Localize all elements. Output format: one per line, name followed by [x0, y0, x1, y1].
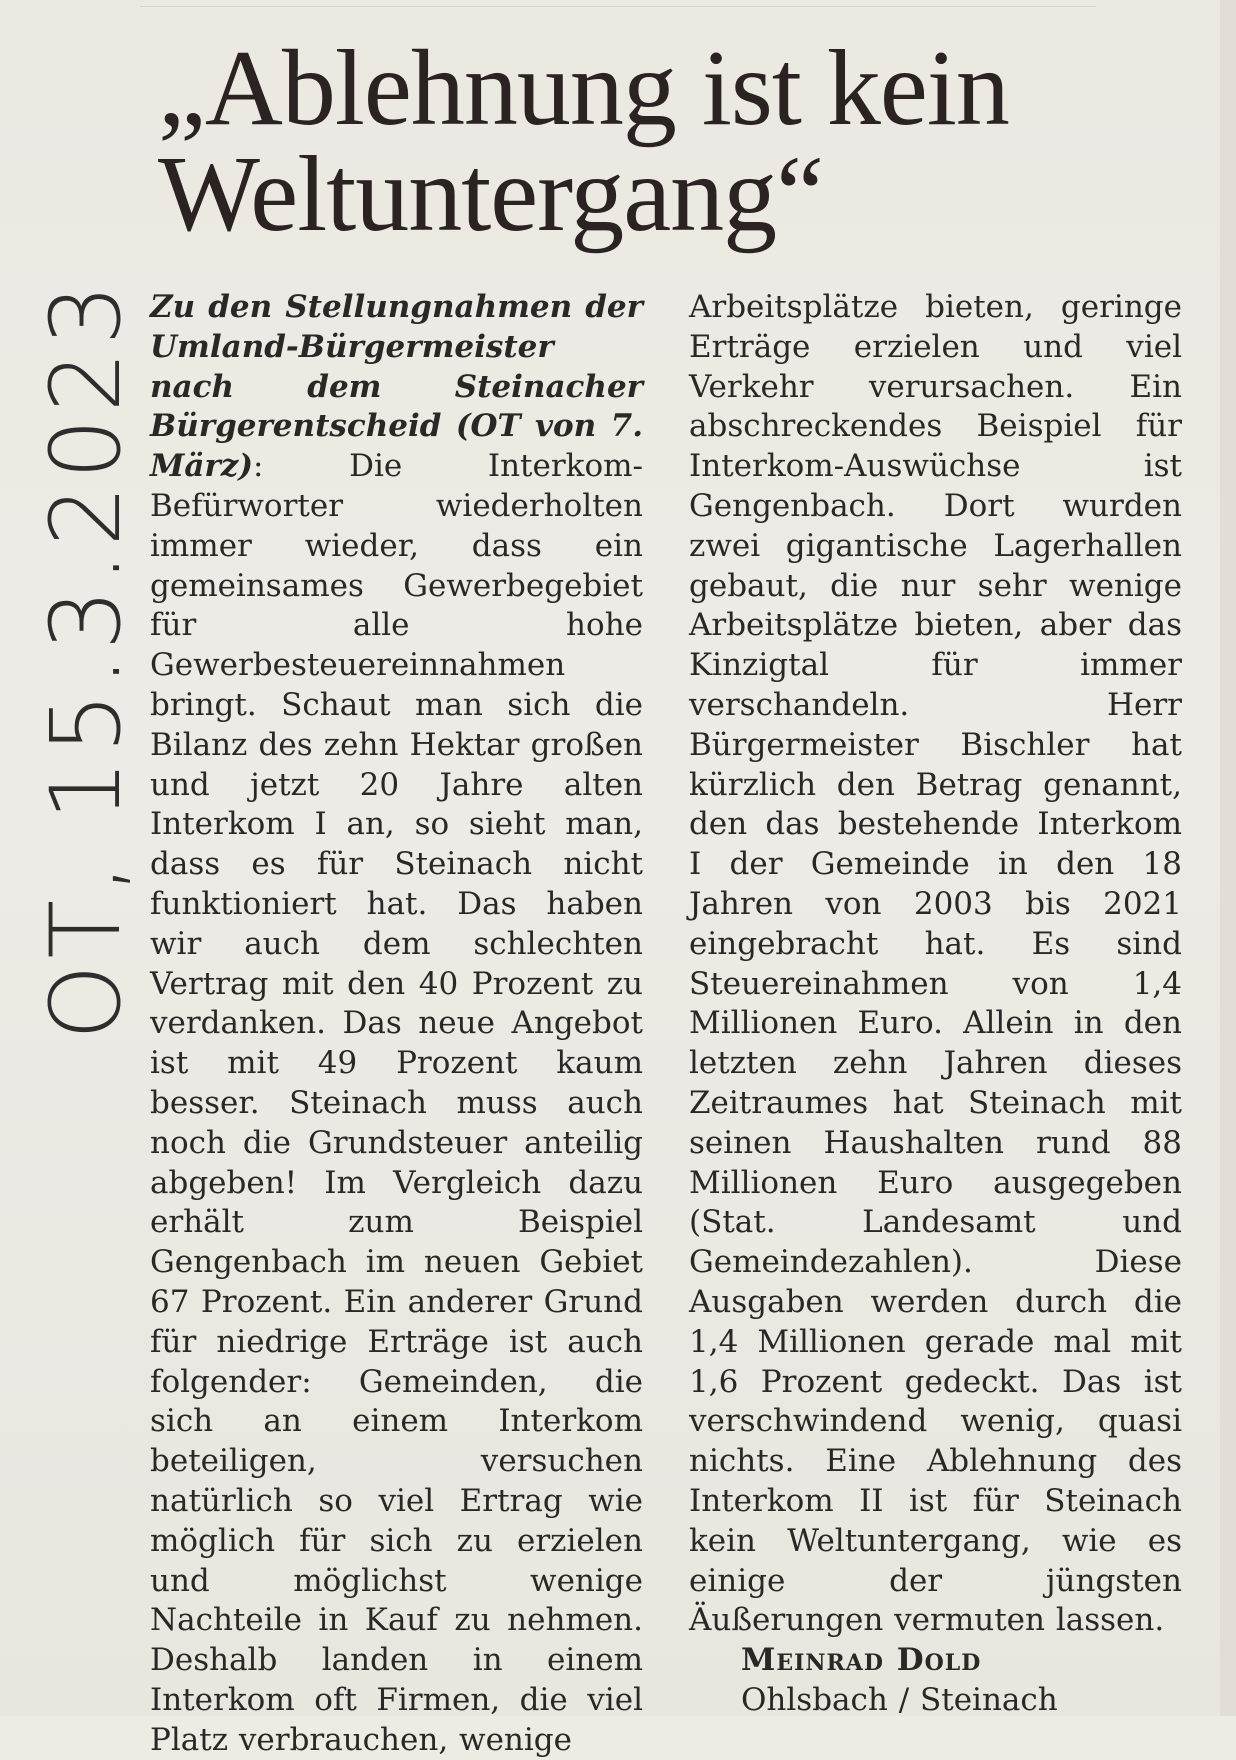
previous-article-bleed: [140, 0, 1096, 7]
article-column-right: [689, 288, 1182, 1721]
article-column-left: [150, 288, 643, 1760]
author-place: Ohlsbach / Steinach: [741, 1681, 1058, 1718]
headline: [158, 29, 1118, 254]
body-text-right: Arbeitsplätze bieten, geringe Erträge erzielen und viel Verkehr verursachen. Ein abschreckendes Beispiel für Interkom-Auswüchse ist Gengenbach. Dort wurden zwei gigantische Lagerhallen gebaut, die nur sehr wenige Arbeitsplätze bieten, aber das Kinzigtal für immer verschandeln. Herr Bürgermeister Bischler hat kürzlich den Betrag genannt, den das bestehende Interkom I der Gemeinde in den 18 Jahren von 2003 bis 2021 eingebracht hat. Es sind Steuereinahmen von 1,4 Millionen Euro. Allein in den letzten zehn Jahren dieses Zeitraumes hat Steinach mit seinen Haushalten rund 88 Millionen Euro ausgegeben (Stat. Landesamt und Gemeindezahlen). Diese Ausgaben werden durch die 1,4 Millionen gerade mal mit 1,6 Prozent gedeckt. Das ist verschwindend wenig, quasi nichts. Eine Ablehnung des Interkom II ist für Steinach kein Weltuntergang, wie es einige der jüngsten Äußerungen vermuten lassen.: [689, 289, 1182, 1639]
article-paragraph-left: [150, 288, 643, 1760]
lead-reference: Zu den Stellungnahmen der Umland-Bürgermeister nach dem Steinacher Bürgerentscheid (OT von 7. März): [150, 289, 643, 485]
body-text-left: : Die Interkom-Befürworter wiederholten immer wieder, dass ein gemeinsames Gewerbegebiet für alle hohe Gewerbesteuereinnahmen bringt. Schaut man sich die Bilanz des zehn Hektar großen und jetzt 20 Jahre alten Interkom I an, so sieht man, dass es für Steinach nicht funktioniert hat. Das haben wir auch dem schlechten Vertrag mit den 40 Prozent zu verdanken. Das neue Angebot ist mit 49 Prozent kaum besser. Steinach muss auch noch die Grundsteuer anteilig abgeben! Im Vergleich dazu erhält zum Beispiel Gengenbach im neuen Gebiet 67 Prozent. Ein anderer Grund für niedrige Erträge ist auch folgender: Gemeinden, die sich an einem Interkom beteiligen, versuchen natürlich so viel Ertrag wie möglich für sich zu erzielen und möglichst wenige Nachteile in Kauf zu nehmen. Deshalb landen in einem Interkom oft Firmen, die viel Platz verbrauchen, wenige: [150, 448, 643, 1758]
handwritten-date-note: OT, 15.3.2023: [30, 278, 142, 1040]
headline-line-1: „Ablehnung ist kein: [158, 29, 1009, 148]
author-name: Meinrad Dold: [741, 1642, 982, 1679]
headline-line-2: Weltuntergang“: [158, 135, 824, 254]
neighbouring-column-strip: [1220, 0, 1236, 1716]
